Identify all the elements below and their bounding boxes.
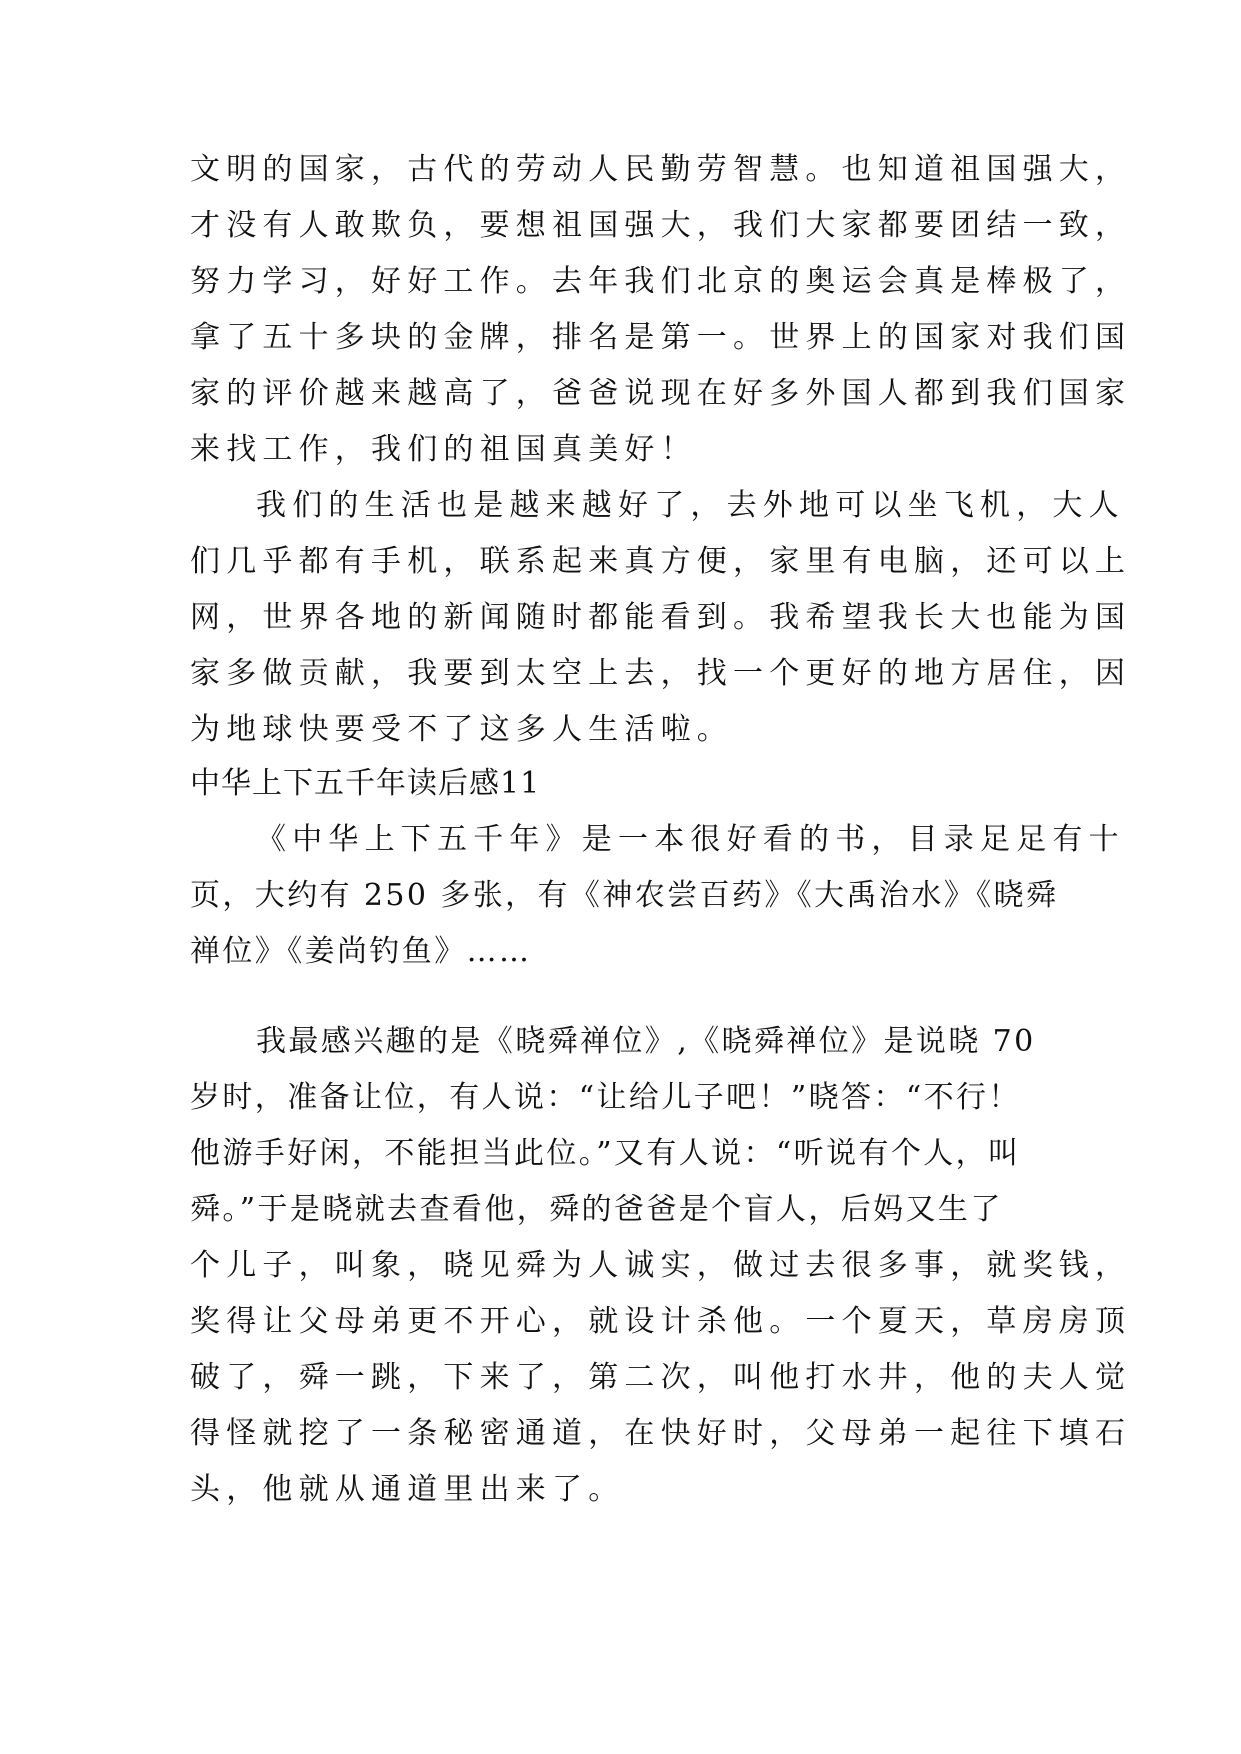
paragraph-4-line-7: 破了，舜一跳，下来了，第二次，叫他打水井，他的夫人觉: [190, 1360, 1132, 1395]
paragraph-1-line-5: 家的评价越来越高了，爸爸说现在好多外国人都到我们国家: [190, 376, 1132, 411]
paragraph-4-line-3: 他游手好闲，不能担当此位。”又有人说：“听说有个人，叫: [190, 1136, 1021, 1171]
paragraph-2-line-4: 家多做贡献，我要到太空上去，找一个更好的地方居住，因: [190, 656, 1132, 691]
paragraph-1-line-4: 拿了五十多块的金牌，排名是第一。世界上的国家对我们国: [190, 320, 1132, 355]
paragraph-4-line-9: 头，他就从通道里出来了。: [190, 1472, 625, 1507]
section-heading: 中华上下五千年读后感11: [190, 766, 541, 801]
paragraph-1-line-1: 文明的国家，古代的劳动人民勤劳智慧。也知道祖国强大，: [190, 152, 1132, 187]
paragraph-1-line-6: 来找工作，我们的祖国真美好！: [190, 432, 697, 467]
paragraph-3-line-2: 页，大约有 250 多张，有《神农尝百药》《大禹治水》《晓舜: [190, 878, 1059, 913]
paragraph-2-line-1: 我们的生活也是越来越好了，去外地可以坐飞机，大人: [256, 488, 1125, 523]
paragraph-2-line-3: 网，世界各地的新闻随时都能看到。我希望我长大也能为国: [190, 600, 1132, 635]
paragraph-3-line-1: 《中华上下五千年》是一本很好看的书，目录足足有十: [256, 822, 1125, 857]
paragraph-4-line-2: 岁时，准备让位，有人说：“让给儿子吧！”晓答：“不行！: [190, 1080, 1021, 1115]
paragraph-1-line-3: 努力学习，好好工作。去年我们北京的奥运会真是棒极了，: [190, 264, 1132, 299]
paragraph-3-line-3: 禅位》《姜尚钓鱼》……: [190, 934, 532, 969]
paragraph-4-line-1: 我最感兴趣的是《晓舜禅位》,《晓舜禅位》是说晓 70: [256, 1024, 1036, 1059]
paragraph-4-line-5: 个儿子，叫象，晓见舜为人诚实，做过去很多事，就奖钱，: [190, 1248, 1132, 1283]
paragraph-1-line-2: 才没有人敢欺负，要想祖国强大，我们大家都要团结一致，: [190, 208, 1132, 243]
paragraph-4-line-6: 奖得让父母弟更不开心，就设计杀他。一个夏天，草房房顶: [190, 1304, 1132, 1339]
paragraph-4-line-8: 得怪就挖了一条秘密通道，在快好时，父母弟一起往下填石: [190, 1416, 1132, 1451]
paragraph-2-line-2: 们几乎都有手机，联系起来真方便，家里有电脑，还可以上: [190, 544, 1132, 579]
paragraph-4-line-4: 舜。”于是晓就去查看他，舜的爸爸是个盲人，后妈又生了: [190, 1192, 1003, 1227]
paragraph-2-line-5: 为地球快要受不了这多人生活啦。: [190, 712, 733, 747]
